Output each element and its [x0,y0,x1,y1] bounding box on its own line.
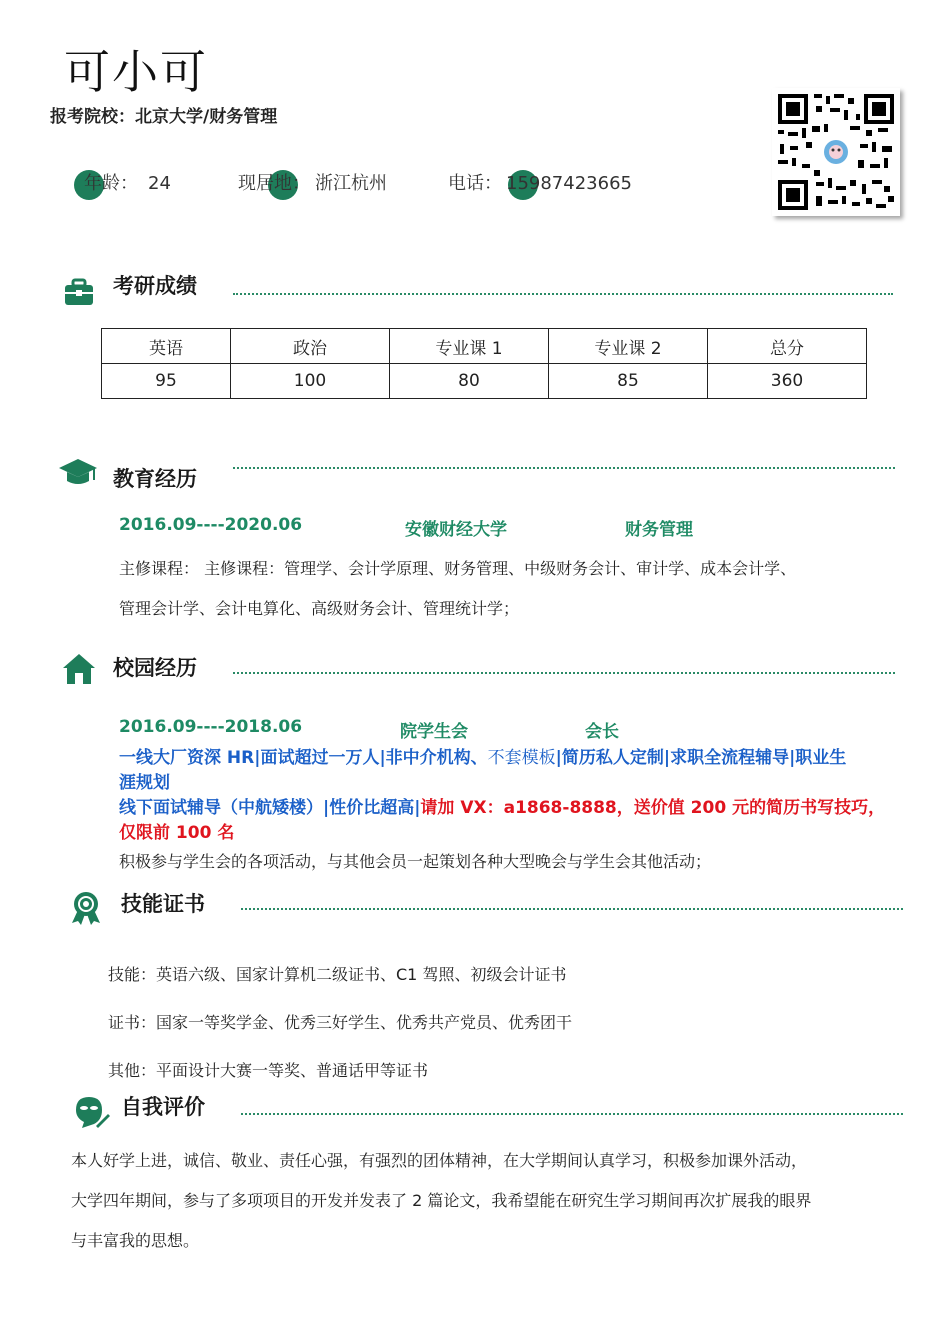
target-school: 报考院校：北京大学/财务管理 [50,107,278,127]
education-courses-line1: 主修课程： 主修课程：管理学、会计学原理、财务管理、中级财务会计、审计学、成本会计学、 [119,559,797,578]
ad-line-1-c: |简历私人定制|求职全流程辅导|职业生 [555,748,847,768]
section-divider [233,293,893,295]
qr-code-icon [772,88,900,216]
ad-line-1-a: 一线大厂资深 HR|面试超过一万人|非中介机构、 [119,748,488,768]
self-eval-face-icon [72,1094,110,1132]
section-title-skills: 技能证书 [121,892,205,916]
phone-value: 15987423665 [506,173,632,194]
briefcase-icon [62,276,96,310]
table-cell: 100 [231,364,390,399]
education-period: 2016.09----2020.06 [119,515,303,535]
skills-skill: 技能：英语六级、国家计算机二级证书、C1 驾照、初级会计证书 [108,965,567,984]
info-phone [448,170,648,198]
self-eval-line3: 与丰富我的思想。 [71,1231,200,1250]
ad-line-3-a: 线下面试辅导（中航矮楼）|性价比超高| [119,798,421,818]
info-location [238,170,418,198]
ad-line-2: 涯规划 [119,773,170,793]
campus-org: 院学生会 [400,722,468,742]
table-cell: 95 [102,364,231,399]
scores-table [101,328,867,399]
campus-activity-clipped [119,849,879,871]
table-header-cell: 总分 [708,329,867,364]
info-age [74,170,224,198]
table-header-cell: 英语 [102,329,231,364]
candidate-name: 可小可 [64,45,208,99]
phone-label: 电话： [448,173,502,194]
ad-line-3-b: 请加 VX：a1868-8888，送价值 200 元的简历书写技巧， [420,798,886,818]
skills-cert: 证书：国家一等奖学金、优秀三好学生、优秀共产党员、优秀团干 [108,1013,573,1032]
table-cell: 80 [390,364,549,399]
education-major: 财务管理 [625,520,693,540]
ad-line-3 [119,793,889,818]
table-row [102,329,867,364]
section-divider [241,908,903,910]
table-header-cell: 专业课 2 [549,329,708,364]
age-value: 24 [148,173,171,194]
section-title-education: 教育经历 [113,467,197,491]
self-eval-line1: 本人好学上进，诚信、敬业、责任心强，有强烈的团体精神，在大学期间认真学习，积极参加课外活动， [71,1151,808,1170]
location-label: 现居地： [238,173,310,194]
self-eval-line2: 大学四年期间，参与了多项项目的开发并发表了 2 篇论文，我希望能在研究生学习期间再次扩展我的眼界 [71,1191,812,1210]
table-cell: 360 [708,364,867,399]
campus-role: 会长 [585,722,619,742]
education-courses-line2: 管理会计学、会计电算化、高级财务会计、管理统计学； [119,599,520,618]
ad-line-4: 仅限前 100 名 [119,823,235,843]
graduation-cap-icon [58,456,98,490]
ad-line-1 [119,743,889,768]
skills-other: 其他：平面设计大赛一等奖、普通话甲等证书 [108,1061,429,1080]
table-row [102,364,867,399]
qr-code [772,88,900,216]
section-title-scores: 考研成绩 [113,274,197,298]
campus-activity-text: 积极参与学生会的各项活动，与其他会员一起策划各种大型晚会与学生会其他活动； [119,852,712,871]
age-label: 年龄： [84,173,138,194]
ad-text-block [119,743,889,843]
section-title-self: 自我评价 [121,1095,205,1119]
campus-period: 2016.09----2018.06 [119,717,303,737]
table-cell: 85 [549,364,708,399]
location-value: 浙江杭州 [315,173,387,194]
section-title-campus: 校园经历 [113,656,197,680]
education-school: 安徽财经大学 [405,520,507,540]
table-header-cell: 政治 [231,329,390,364]
ad-line-1-b: 不套模板 [487,748,556,768]
section-divider [233,672,895,674]
award-ribbon-icon [68,890,104,926]
section-divider [241,1113,903,1115]
table-header-cell: 专业课 1 [390,329,549,364]
section-divider [233,467,895,469]
home-icon [62,652,96,686]
